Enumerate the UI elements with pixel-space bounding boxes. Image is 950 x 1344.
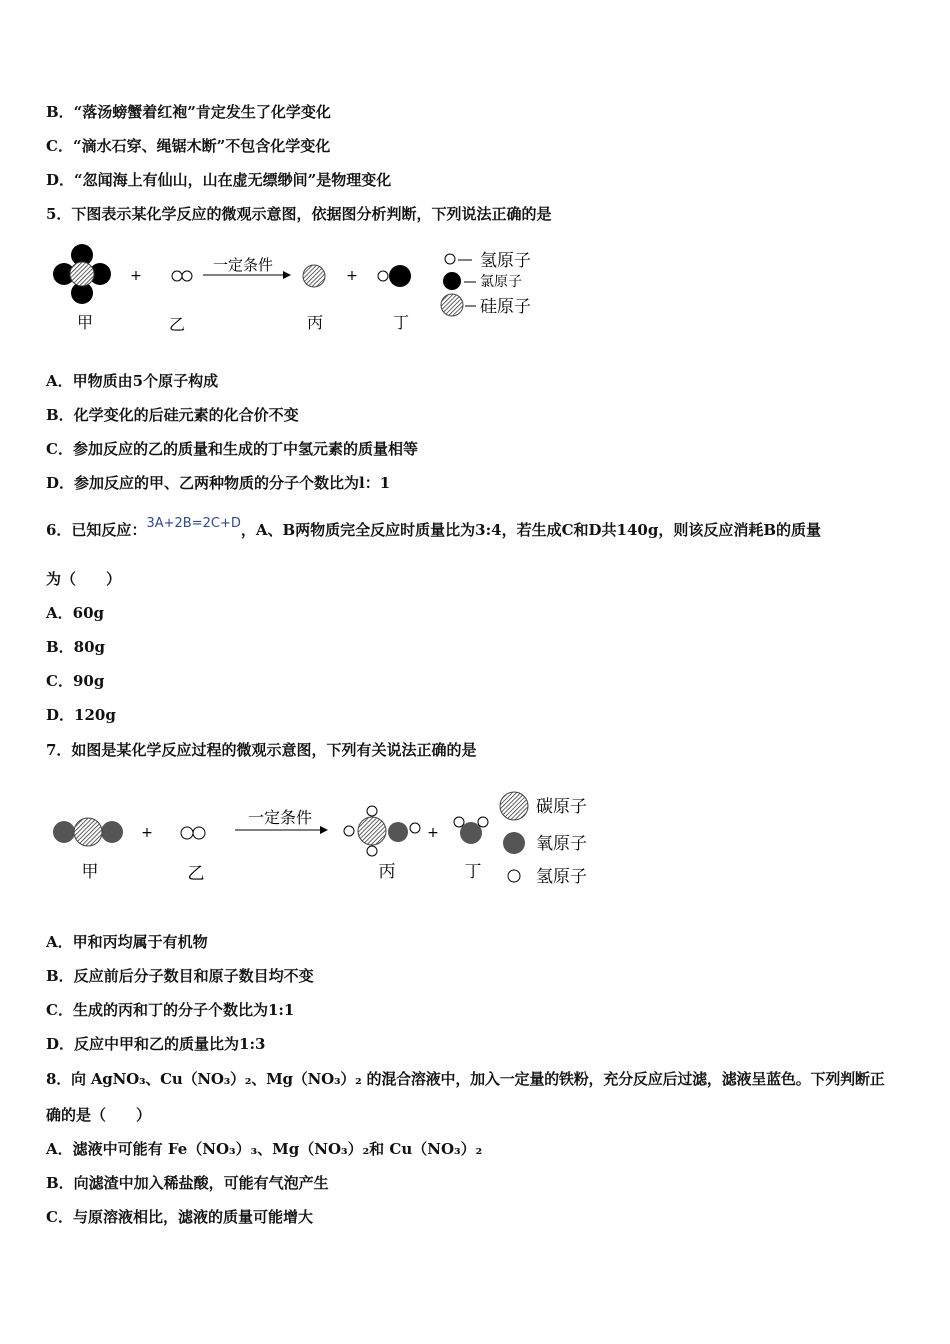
q6-stem-suffix: ，A、B两物质完全反应时质量比为3:4，若生成C和D共140g，则该反应消耗B的质量 (240, 521, 821, 539)
q7-label-yi: 乙 (187, 864, 205, 884)
q5-molecule-jia (53, 244, 111, 304)
q5-option-b: B．化学变化的后硅元素的化合价不变 (46, 406, 299, 424)
legend-chlorine: 氯原子 (480, 274, 522, 290)
q4-option-c: C．“滴水石穿、绳锯木断”不包含化学变化 (46, 137, 331, 155)
q7-option-c: C．生成的丙和丁的分子个数比为1:1 (46, 1001, 295, 1019)
q6-stem-prefix: 6．已知反应： (46, 521, 147, 539)
q7-option-b: B．反应前后分子数目和原子数目均不变 (46, 967, 314, 985)
q5-stem: 5．下图表示某化学反应的微观示意图，依据图分析判断，下列说法正确的是 (46, 205, 552, 223)
q7-arrow-label: 一定条件 (247, 808, 313, 827)
q6-equation: 3A+2B=2C+D (146, 516, 241, 531)
q6-stem-cont: 为（ ） (46, 570, 122, 588)
q7-arrow (235, 826, 328, 834)
q5-molecule-ding (378, 265, 411, 287)
q5-arrow-label: 一定条件 (212, 256, 274, 274)
q7-legend (500, 792, 587, 887)
q5-option-c: C．参加反应的乙的质量和生成的丁中氢元素的质量相等 (46, 440, 418, 458)
q8-option-c: C．与原溶液相比，滤液的质量可能增大 (46, 1208, 313, 1226)
q5-molecule-yi (172, 271, 192, 281)
q4-option-d: D．“忽闻海上有仙山，山在虚无缥缈间”是物理变化 (46, 171, 392, 189)
q8-stem-cont: 确的是（ ） (46, 1106, 152, 1124)
q6-option-b: B．80g (46, 638, 106, 656)
legend-hydrogen: 氢原子 (480, 251, 531, 271)
legend-hydrogen-2: 氢原子 (536, 867, 587, 887)
q8-stem: 8．向 AgNO₃、Cu（NO₃）₂、Mg（NO₃）₂ 的混合溶液中，加入一定量的铁粉，充分反应后过滤，滤液呈蓝色。下列判断正 (46, 1070, 885, 1088)
q6-option-c: C．90g (46, 672, 105, 690)
q7-label-bing: 丙 (378, 862, 396, 882)
q7-option-d: D．反应中甲和乙的质量比为1:3 (46, 1035, 266, 1053)
q5-plus-1: + (130, 268, 142, 284)
q7-label-jia: 甲 (81, 862, 99, 882)
q7-molecule-bing (344, 806, 420, 856)
q5-plus-2: + (346, 268, 358, 284)
q7-molecule-yi (181, 827, 205, 839)
q8-option-a: A．滤液中可能有 Fe（NO₃）₃、Mg（NO₃）₂和 Cu（NO₃）₂ (46, 1140, 483, 1158)
q5-molecule-bing (303, 265, 325, 287)
q6-stem (46, 516, 821, 542)
q5-label-bing: 丙 (306, 313, 324, 332)
q5-label-yi: 乙 (168, 315, 186, 334)
q7-plus-2: + (427, 825, 439, 841)
q6-option-a: A．60g (46, 604, 105, 622)
q8-option-b: B．向滤渣中加入稀盐酸，可能有气泡产生 (46, 1174, 329, 1192)
q7-diagram (40, 785, 610, 895)
q7-molecule-jia (53, 818, 123, 846)
q4-option-b: B．“落汤螃蟹着红袍”肯定发生了化学变化 (46, 103, 331, 121)
legend-oxygen: 氧原子 (536, 834, 587, 854)
q7-stem: 7．如图是某化学反应过程的微观示意图，下列有关说法正确的是 (46, 741, 477, 759)
q5-option-d: D．参加反应的甲、乙两种物质的分子个数比为l：1 (46, 474, 391, 492)
q6-option-d: D．120g (46, 706, 116, 724)
q5-legend (441, 251, 531, 317)
q7-option-a: A．甲和丙均属于有机物 (46, 933, 208, 951)
q5-option-a: A．甲物质由5个原子构成 (46, 372, 219, 390)
q5-label-jia: 甲 (76, 313, 94, 332)
q5-label-ding: 丁 (392, 313, 410, 332)
q7-molecule-ding (454, 817, 488, 844)
legend-silicon: 硅原子 (480, 297, 531, 317)
legend-carbon: 碳原子 (536, 797, 587, 817)
q7-label-ding: 丁 (464, 862, 482, 882)
q7-plus-1: + (141, 825, 153, 841)
q5-diagram (40, 240, 560, 340)
